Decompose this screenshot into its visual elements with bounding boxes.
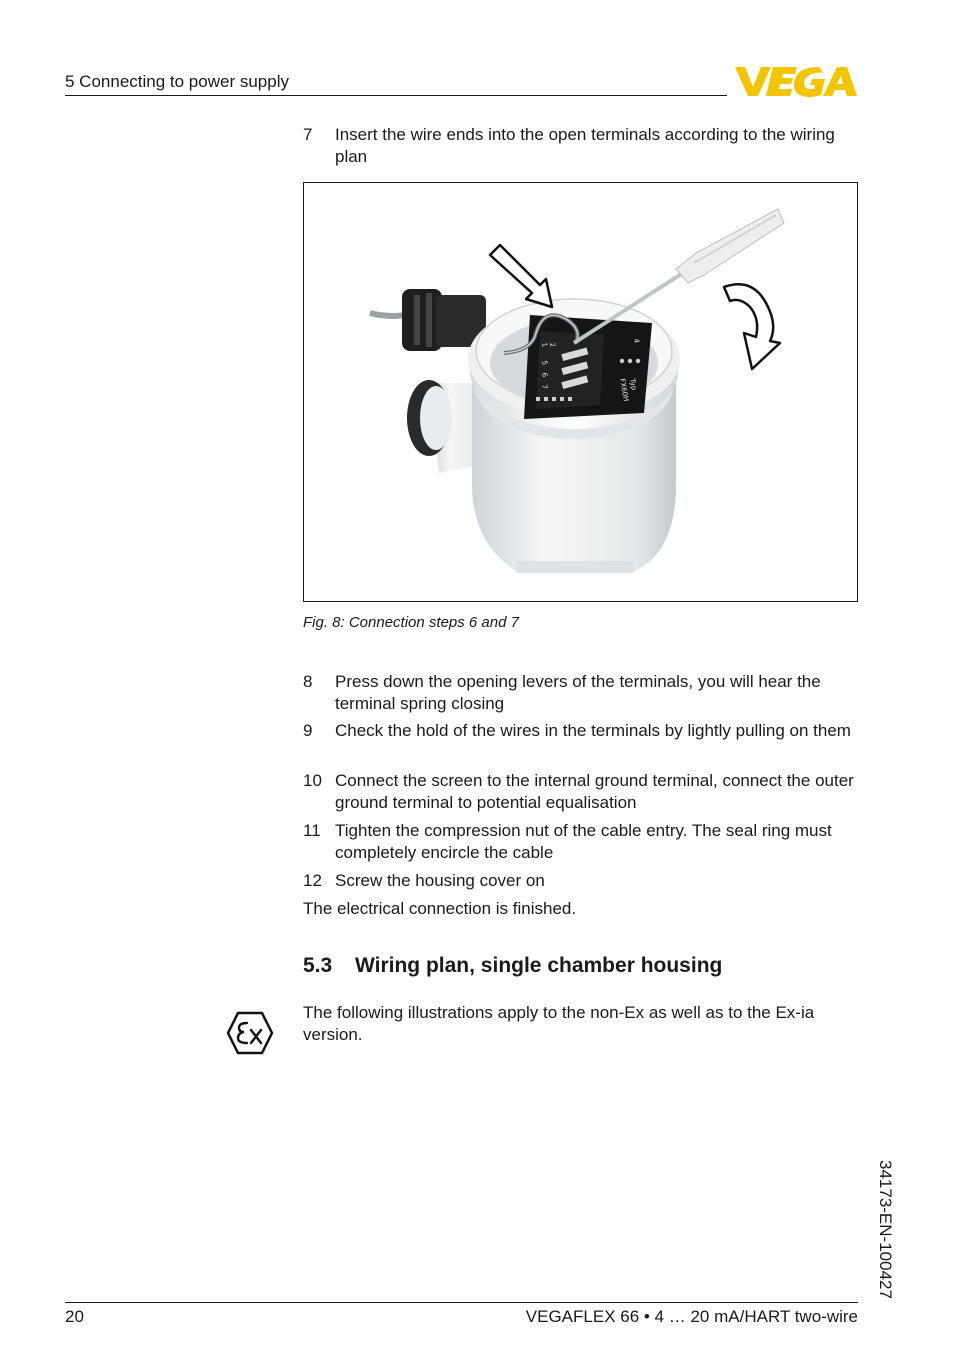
terminal-label: 7: [540, 383, 549, 390]
document-code: [868, 1160, 908, 1310]
step-number: 10: [303, 771, 322, 790]
step-text: Insert the wire ends into the open terminals according to the wiring plan: [335, 125, 835, 166]
step-number: 11: [303, 821, 321, 840]
conclusion-text: The electrical connection is finished.: [303, 899, 577, 918]
footer-rule: [65, 1302, 858, 1303]
step-text: Check the hold of the wires in the terminals by lightly pulling on them: [335, 721, 851, 740]
page-number: 20: [65, 1307, 84, 1326]
header-rule: [65, 95, 727, 96]
housing-illustration: [304, 183, 857, 601]
press-down-arrow-icon: [724, 284, 780, 369]
terminal-label: 5: [540, 359, 549, 366]
terminal-label: 4: [632, 337, 641, 344]
step-text: Press down the opening levers of the terminals, you will hear the terminal spring closing: [335, 672, 821, 713]
step-text: Tighten the compression nut of the cable entry. The seal ring must completely encircle the cable: [335, 821, 832, 862]
section-number: 5.3: [303, 954, 333, 977]
running-header: 5 Connecting to power supply: [65, 72, 289, 91]
step-number: 7: [303, 125, 313, 144]
step-text: Connect the screen to the internal ground terminal, connect the outer ground terminal to potential equalisation: [335, 771, 854, 812]
step-number: 12: [303, 871, 322, 890]
list-item: [303, 870, 859, 892]
step-number: 8: [303, 672, 313, 691]
electronics-module: [524, 315, 652, 419]
section-heading: [303, 952, 722, 980]
step-number: 9: [303, 721, 313, 740]
step-text: Screw the housing cover on: [335, 871, 545, 890]
list-item: [303, 820, 859, 864]
product-name: VEGAFLEX 66 • 4 … 20 mA/HART two-wire: [525, 1307, 858, 1326]
list-item: [303, 720, 859, 742]
terminal-label: FX60H: [618, 377, 630, 402]
terminal-label: 1: [540, 341, 549, 348]
figure-caption: Fig. 8: Connection steps 6 and 7: [303, 614, 519, 631]
figure-frame: [303, 182, 858, 602]
insert-arrow-icon: [490, 245, 552, 307]
section-title: Wiring plan, single chamber housing: [355, 954, 723, 977]
ex-note-text: The following illustrations apply to the non-Ex as well as to the Ex-ia version.: [303, 1003, 815, 1044]
vega-logo: [733, 63, 859, 99]
terminal-label: Typ: [628, 377, 638, 391]
ex-icon: [226, 1010, 274, 1056]
screwdriver: [574, 209, 784, 343]
terminal-label: 6: [540, 371, 549, 378]
svg-text:34173-EN-100427: 34173-EN-100427: [876, 1160, 895, 1299]
list-item: [303, 770, 859, 814]
terminal-label: 2: [548, 341, 557, 348]
list-item: [303, 671, 859, 715]
list-item: [303, 124, 859, 168]
